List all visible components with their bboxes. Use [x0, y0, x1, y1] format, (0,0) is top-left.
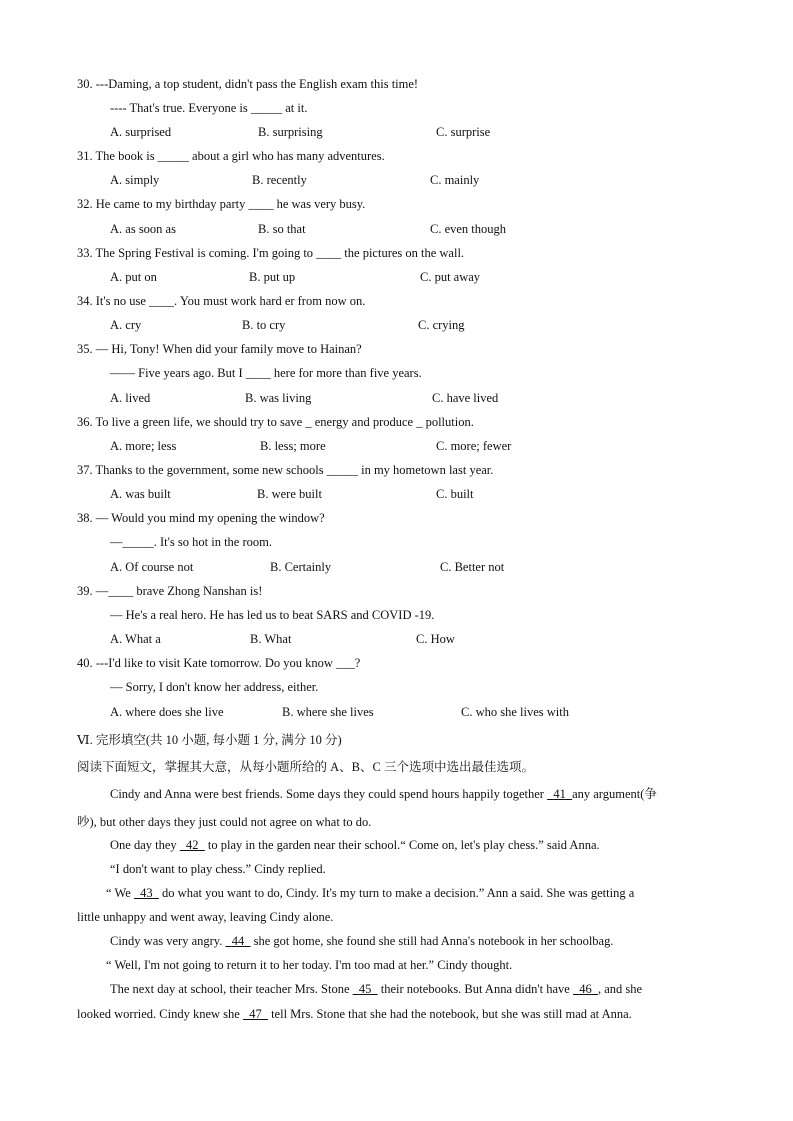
- section-title: Ⅵ. 完形填空(共 10 小题, 每小题 1 分, 满分 10 分): [77, 733, 342, 747]
- passage-text: to play in the garden near their school.“ Come on, let's play chess.” said Anna.: [207, 838, 600, 852]
- question-number: 32.: [77, 197, 93, 211]
- question-37: [77, 463, 493, 478]
- question-36: [77, 415, 474, 430]
- question-stem: — Hi, Tony! When did your family move to Hainan?: [95, 342, 362, 356]
- option-b: B. put up: [249, 270, 296, 284]
- blank-number: 41: [553, 787, 566, 801]
- passage-text: she got home, she found she still had Anna's notebook in her schoolbag.: [253, 934, 614, 948]
- passage-paragraph-7: [110, 982, 642, 997]
- blank-45: [353, 982, 378, 996]
- passage-paragraph-2: [110, 838, 600, 853]
- question-stem: — Would you mind my opening the window?: [95, 511, 325, 525]
- question-40: [77, 656, 360, 671]
- question-stem: He came to my birthday party ____ he was very busy.: [95, 197, 366, 211]
- question-number: 34.: [77, 294, 93, 308]
- question-number: 33.: [77, 246, 93, 260]
- option-a: A. lived: [110, 391, 151, 405]
- option-a: A. was built: [110, 487, 171, 501]
- option-c: C. How: [416, 632, 455, 646]
- question-33: [77, 246, 464, 261]
- option-c: C. Better not: [440, 560, 505, 574]
- question-stem: To live a green life, we should try to save _ energy and produce _ pollution.: [95, 415, 474, 429]
- question-stem: The book is _____ about a girl who has many adventures.: [95, 149, 385, 163]
- question-stem: ---I'd like to visit Kate tomorrow. Do you know ___?: [95, 656, 361, 670]
- question-number: 30.: [77, 77, 93, 91]
- option-a: A. put on: [110, 270, 157, 284]
- question-35-reply: —— Five years ago. But I ____ here for more than five years.: [110, 366, 422, 380]
- blank-44: [226, 934, 251, 948]
- option-c: C. who she lives with: [461, 705, 569, 719]
- option-b: B. less; more: [260, 439, 326, 453]
- passage-paragraph-6: “ Well, I'm not going to return it to her today. I'm too mad at her.” Cindy thought.: [106, 958, 513, 972]
- question-40-reply: — Sorry, I don't know her address, either.: [110, 680, 319, 694]
- option-b: B. was living: [245, 391, 312, 405]
- option-c: C. crying: [418, 318, 465, 332]
- option-b: B. to cry: [242, 318, 286, 332]
- option-a: A. cry: [110, 318, 142, 332]
- option-c: C. more; fewer: [436, 439, 512, 453]
- blank-46: [573, 982, 598, 996]
- option-a: A. What a: [110, 632, 161, 646]
- question-30-reply: ---- That's true. Everyone is _____ at it.: [110, 101, 308, 115]
- passage-text: , and she: [597, 982, 643, 996]
- option-b: B. Certainly: [270, 560, 332, 574]
- option-b: B. so that: [258, 222, 306, 236]
- option-a: A. surprised: [110, 125, 172, 139]
- blank-41: [547, 787, 572, 801]
- option-a: A. as soon as: [110, 222, 176, 236]
- passage-text: “ We: [106, 886, 131, 900]
- question-35: [77, 342, 362, 357]
- option-a: A. simply: [110, 173, 160, 187]
- question-stem: —____ brave Zhong Nanshan is!: [95, 584, 263, 598]
- option-b: B. where she lives: [282, 705, 374, 719]
- question-stem: The Spring Festival is coming. I'm going to ____ the pictures on the wall.: [95, 246, 465, 260]
- question-30: [77, 77, 418, 92]
- blank-42: [180, 838, 205, 852]
- question-number: 36.: [77, 415, 93, 429]
- question-stem: ---Daming, a top student, didn't pass the English exam this time!: [95, 77, 419, 91]
- question-number: 31.: [77, 149, 93, 163]
- question-number: 40.: [77, 656, 93, 670]
- question-38: [77, 511, 325, 526]
- passage-paragraph-5: [110, 934, 613, 949]
- passage-text: One day they: [110, 838, 177, 852]
- passage-text: do what you want to do, Cindy. It's my turn to make a decision.” Ann a said. She was getting a: [162, 886, 635, 900]
- option-a: A. more; less: [110, 439, 177, 453]
- question-31: [77, 149, 385, 164]
- question-32: [77, 197, 365, 212]
- passage-paragraph-4-cont: little unhappy and went away, leaving Cindy alone.: [77, 910, 334, 924]
- option-c: C. put away: [420, 270, 481, 284]
- question-stem: Thanks to the government, some new schools _____ in my hometown last year.: [95, 463, 494, 477]
- option-a: A. Of course not: [110, 560, 194, 574]
- blank-number: 45: [358, 982, 372, 996]
- passage-text: Cindy was very angry.: [110, 934, 223, 948]
- passage-text: looked worried. Cindy knew she: [77, 1007, 240, 1021]
- question-34: [77, 294, 365, 309]
- passage-paragraph-7-cont: [77, 1007, 632, 1022]
- section-instruction: 阅读下面短文，掌握其大意，从每小题所给的 A、B、C 三个选项中选出最佳选项。: [77, 760, 534, 774]
- question-39: [77, 584, 262, 599]
- option-a: A. where does she live: [110, 705, 224, 719]
- option-c: C. surprise: [436, 125, 491, 139]
- passage-text: their notebooks. But Anna didn't have: [380, 982, 570, 996]
- option-c: C. even though: [430, 222, 507, 236]
- blank-47: [243, 1007, 268, 1021]
- blank-number: 44: [231, 934, 245, 948]
- option-c: C. mainly: [430, 173, 480, 187]
- blank-number: 42: [186, 838, 199, 852]
- blank-number: 47: [249, 1007, 262, 1021]
- passage-text: Cindy and Anna were best friends. Some days they could spend hours happily together: [110, 787, 544, 801]
- passage-paragraph-3: “I don't want to play chess.” Cindy replied.: [110, 862, 326, 876]
- question-38-reply: —_____. It's so hot in the room.: [110, 535, 272, 549]
- option-b: B. What: [250, 632, 292, 646]
- blank-43: [134, 886, 159, 900]
- question-39-reply: — He's a real hero. He has led us to beat SARS and COVID -19.: [110, 608, 435, 622]
- question-number: 37.: [77, 463, 93, 477]
- blank-number: 46: [579, 982, 592, 996]
- option-b: B. recently: [252, 173, 307, 187]
- question-number: 35.: [77, 342, 93, 356]
- blank-number: 43: [140, 886, 153, 900]
- option-b: B. surprising: [258, 125, 323, 139]
- question-number: 38.: [77, 511, 93, 525]
- passage-paragraph-4: [106, 886, 634, 901]
- passage-paragraph-1-cont: 吵), but other days they just could not agree on what to do.: [77, 815, 372, 829]
- option-c: C. built: [436, 487, 474, 501]
- passage-text: tell Mrs. Stone that she had the notebook, but she was still mad at Anna.: [271, 1007, 632, 1021]
- option-c: C. have lived: [432, 391, 499, 405]
- passage-text: any argument(争: [572, 787, 657, 801]
- option-b: B. were built: [257, 487, 322, 501]
- question-number: 39.: [77, 584, 93, 598]
- passage-paragraph-1: [110, 784, 657, 802]
- question-stem: It's no use ____. You must work hard er from now on.: [95, 294, 366, 308]
- passage-text: The next day at school, their teacher Mrs. Stone: [110, 982, 350, 996]
